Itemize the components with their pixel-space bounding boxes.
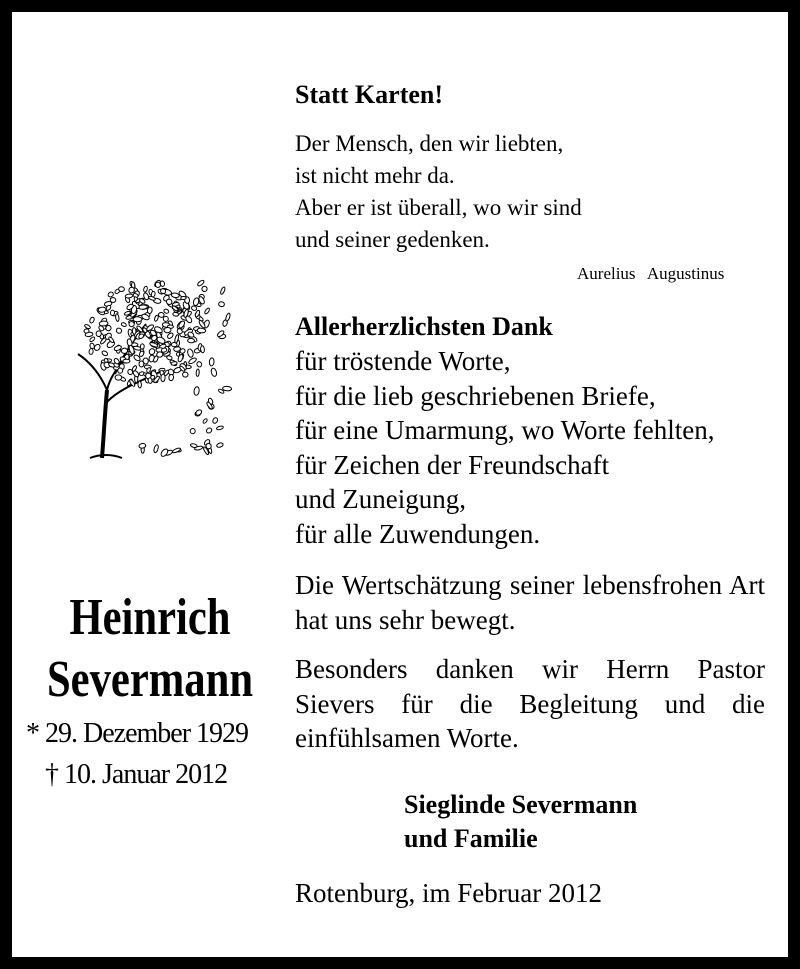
poem-line: Aber er ist überall, wo wir sind	[295, 195, 582, 220]
deceased-last-name: Severmann	[46, 651, 254, 708]
place-date: Rotenburg, im Februar 2012	[295, 878, 602, 908]
thanks-line: für Zeichen der Freundschaft	[295, 449, 610, 480]
thanks-list	[295, 344, 714, 551]
thanks-line: für alle Zuwendungen.	[295, 518, 541, 549]
appreciation-paragraph: Die Wertschätzung seiner lebensfrohen Art hat uns sehr bewegt.	[295, 570, 765, 635]
poem-author: Aurelius Augustinus	[577, 264, 725, 283]
tree-in-wind-icon	[60, 262, 235, 467]
signature-line: und Familie	[404, 824, 538, 853]
signature-line: Sieglinde Severmann	[404, 790, 638, 819]
poem-line: Der Mensch, den wir liebten,	[295, 131, 564, 156]
death-date: † 10. Januar 2012	[45, 759, 228, 790]
signature	[404, 788, 637, 856]
birth-date: * 29. Dezember 1929	[26, 718, 249, 749]
thanks-line: und Zuneigung,	[295, 484, 466, 514]
heading-statt-karten: Statt Karten!	[295, 80, 444, 109]
thanks-line: für tröstende Worte,	[295, 346, 511, 376]
deceased-first-name: Heinrich	[69, 589, 231, 646]
poem-line: ist nicht mehr da.	[295, 163, 455, 188]
poem	[295, 128, 582, 256]
poem-line: und seiner gedenken.	[295, 227, 490, 252]
thanks-line: für eine Umarmung, wo Worte fehlten,	[295, 415, 715, 445]
pastor-thanks-paragraph: Besonders danken wir Herrn Pastor Sievers für die Begleitung und die einfühlsamen Worte.	[295, 654, 765, 753]
thanks-title: Allerherzlichsten Dank	[295, 312, 553, 341]
thanks-line: für die lieb geschriebenen Briefe,	[295, 380, 656, 411]
